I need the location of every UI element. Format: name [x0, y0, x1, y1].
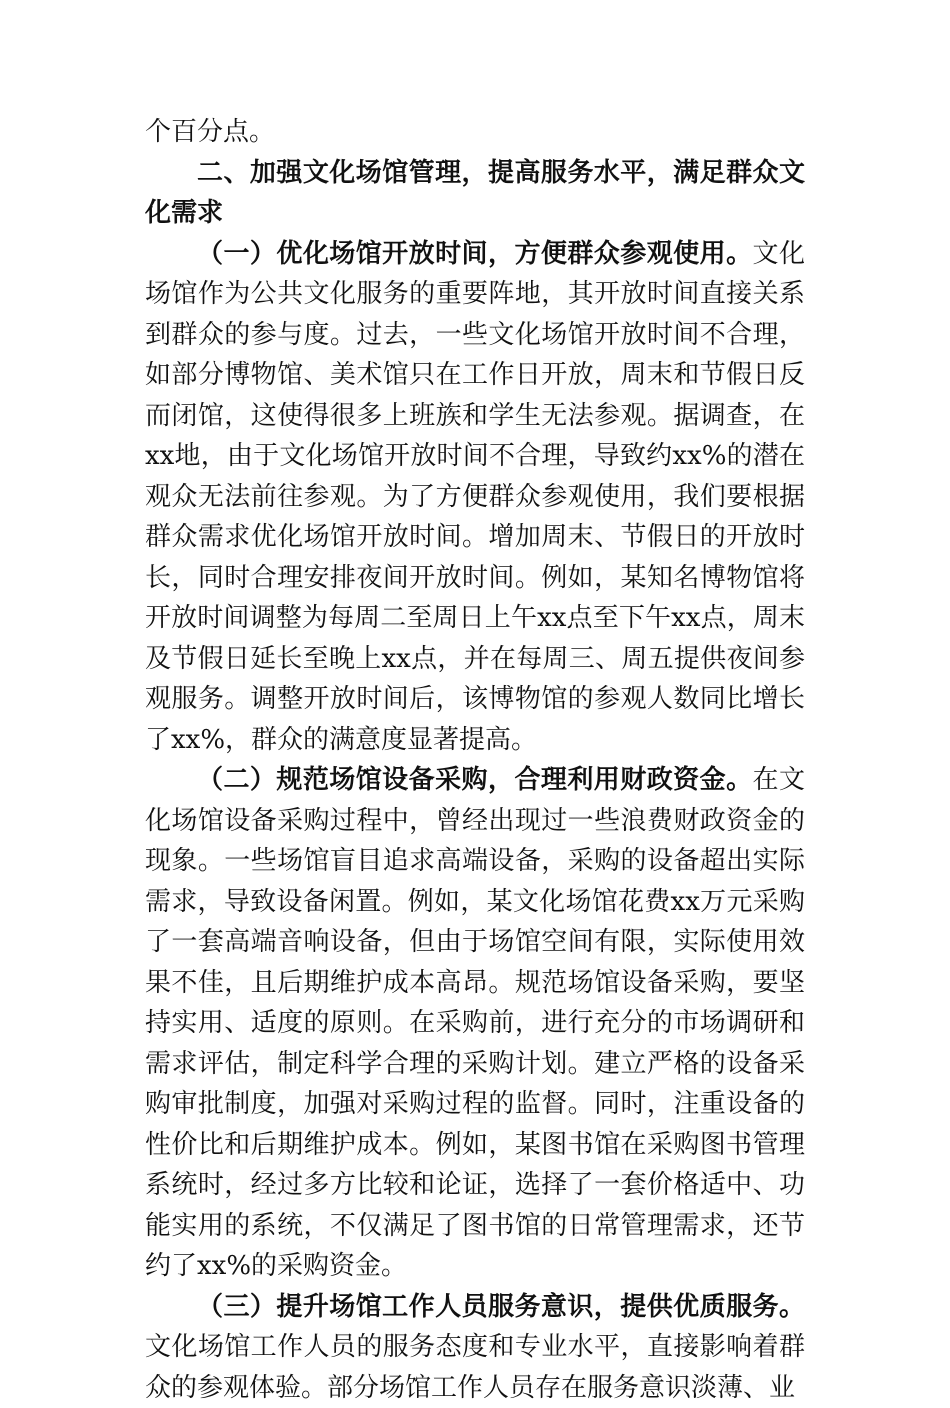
paragraph-item-2 [145, 760, 805, 1287]
section-heading: 二、加强文化场馆管理，提高服务水平，满足群众文化需求 [145, 153, 805, 234]
paragraph-item-1 [145, 234, 805, 761]
paragraph-body: 文化场馆作为公共文化服务的重要阵地，其开放时间直接关系到群众的参与度。过去，一些文化场馆开放时间不合理，如部分博物馆、美术馆只在工作日开放，周末和节假日反而闭馆，这使得很多上班族和学生无法参观。据调查，在xx地，由于文化场馆开放时间不合理，导致约xx%的潜在观众无法前往参观。为了方便群众参观使用，我们要根据群众需求优化场馆开放时间。增加周末、节假日的开放时长，同时合理安排夜间开放时间。例如，某知名博物馆将开放时间调整为每周二至周日上午xx点至下午xx点，周末及节假日延长至晚上xx点，并在每周三、周五提供夜间参观服务。调整开放时间后，该博物馆的参观人数同比增长了xx%，群众的满意度显著提高。 [145, 239, 805, 755]
paragraph-lead: （二）规范场馆设备采购，合理利用财政资金。 [197, 765, 753, 795]
paragraph-item-3 [145, 1287, 805, 1408]
paragraph-body: 在文化场馆设备采购过程中，曾经出现过一些浪费财政资金的现象。一些场馆盲目追求高端设备，采购的设备超出实际需求，导致设备闲置。例如，某文化场馆花费xx万元采购了一套高端音响设备，但由于场馆空间有限，实际使用效果不佳，且后期维护成本高昂。规范场馆设备采购，要坚持实用、适度的原则。在采购前，进行充分的市场调研和需求评估，制定科学合理的采购计划。建立严格的设备采购审批制度，加强对采购过程的监督。同时，注重设备的性价比和后期维护成本。例如，某图书馆在采购图书管理系统时，经过多方比较和论证，选择了一套价格适中、功能实用的系统，不仅满足了图书馆的日常管理需求，还节约了xx%的采购资金。 [145, 765, 805, 1281]
paragraph-lead: （三）提升场馆工作人员服务意识，提供优质服务。 [197, 1292, 805, 1322]
paragraph-lead: （一）优化场馆开放时间，方便群众参观使用。 [197, 239, 753, 269]
continuation-paragraph: 个百分点。 [145, 112, 805, 153]
document-page [145, 112, 805, 1408]
paragraph-body: 文化场馆工作人员的服务态度和专业水平，直接影响着群众的参观体验。部分场馆工作人员存在服务意识淡薄、业 [145, 1332, 805, 1403]
